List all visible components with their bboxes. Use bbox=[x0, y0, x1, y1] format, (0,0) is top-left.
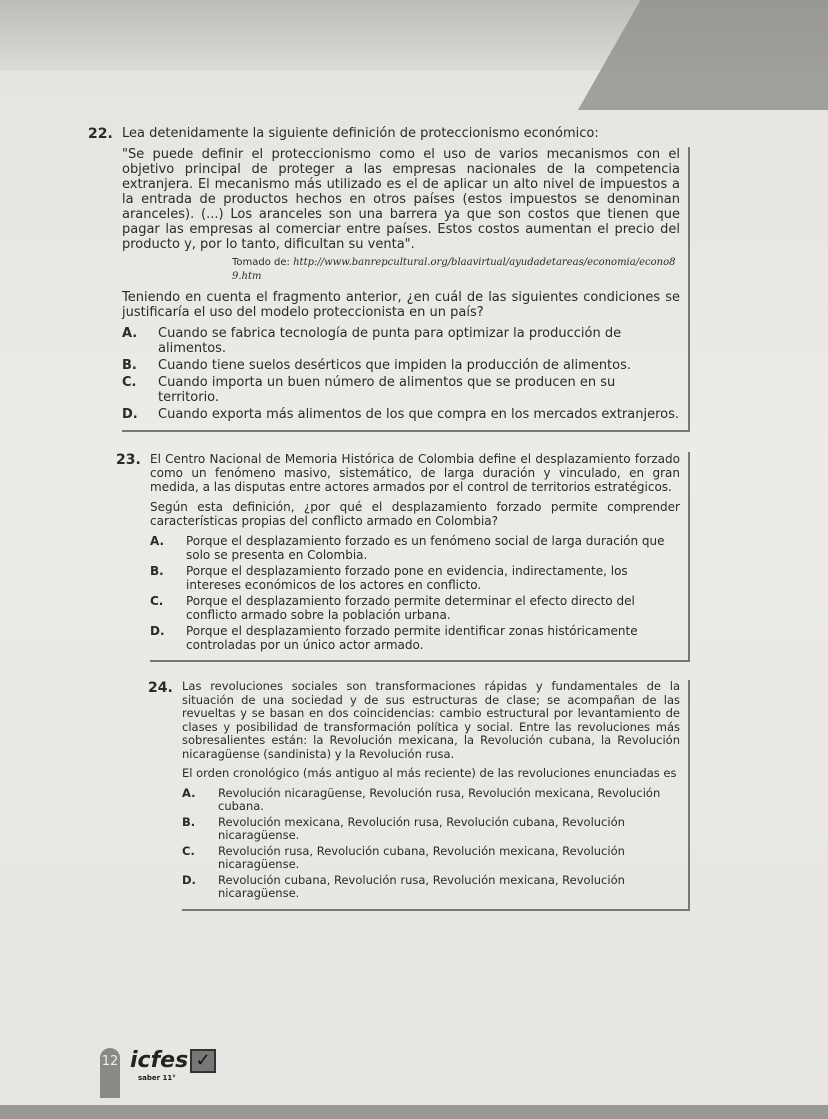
option-letter: C. bbox=[122, 375, 137, 390]
question-stem: El Centro Nacional de Memoria Histórica de Colombia define el desplazamiento forzado como un fenómeno masivo, sistemático, de larga duración y vinculado, en gran medida, a las disputas entre actores armados por el control de territorios estratégicos. bbox=[150, 452, 680, 494]
option-letter: B. bbox=[182, 814, 196, 829]
question-box bbox=[122, 147, 690, 432]
question-24 bbox=[148, 680, 690, 911]
option-letter: C. bbox=[182, 843, 195, 858]
option-c[interactable] bbox=[150, 594, 680, 622]
option-text: Revolución rusa, Revolución cubana, Revolución mexicana, Revolución nicaragüense. bbox=[218, 843, 625, 871]
option-a[interactable] bbox=[122, 326, 680, 356]
option-b[interactable] bbox=[150, 564, 680, 592]
option-b[interactable] bbox=[122, 358, 680, 373]
option-text: Cuando se fabrica tecnología de punta para optimizar la producción de alimentos. bbox=[158, 326, 622, 356]
option-text: Cuando importa un buen número de alimentos que se producen en su territorio. bbox=[158, 375, 616, 405]
question-text: Teniendo en cuenta el fragmento anterior, ¿en cuál de las siguientes condiciones se justificaría el uso del modelo proteccionista en un país? bbox=[122, 290, 680, 320]
question-box bbox=[150, 452, 690, 662]
option-d[interactable] bbox=[182, 874, 680, 901]
option-text: Cuando exporta más alimentos de los que compra en los mercados extranjeros. bbox=[158, 407, 680, 422]
logo-text: icfes bbox=[130, 1048, 189, 1073]
option-a[interactable] bbox=[150, 534, 680, 562]
option-text: Porque el desplazamiento forzado permite identificar zonas históricamente controladas por un único actor armado. bbox=[186, 624, 638, 652]
option-a[interactable] bbox=[182, 787, 680, 814]
checkmark-icon: ✓ bbox=[190, 1049, 216, 1073]
option-letter: A. bbox=[122, 326, 138, 341]
option-letter: D. bbox=[122, 407, 138, 422]
option-d[interactable] bbox=[122, 407, 680, 422]
option-letter: C. bbox=[150, 594, 164, 608]
question-number: 22. bbox=[88, 126, 113, 142]
option-c[interactable] bbox=[122, 375, 680, 405]
option-d[interactable] bbox=[150, 624, 680, 652]
page-number-tab: 12 bbox=[100, 1048, 120, 1098]
question-stem: Las revoluciones sociales son transformaciones rápidas y fundamentales de la situación de una sociedad y de sus estructuras de clase; se acompañan de las revueltas y se basan en dos coincidencias: cambio estructural por levantamiento de clases y posibilidad de transformación política y social. Entre las revoluciones más sobresalientes están: la Revolución mexicana, la Revolución cubana, la Revolución nicaragüense (sandinista) y la Revolución rusa. bbox=[182, 679, 680, 761]
question-text: Según esta definición, ¿por qué el desplazamiento forzado permite comprender características propias del conflicto armado en Colombia? bbox=[150, 500, 680, 528]
option-letter: A. bbox=[150, 534, 165, 548]
option-text: Revolución cubana, Revolución rusa, Revolución mexicana, Revolución nicaragüense. bbox=[218, 872, 625, 900]
option-letter: D. bbox=[150, 624, 165, 638]
option-letter: B. bbox=[150, 564, 164, 578]
question-number: 24. bbox=[148, 680, 173, 696]
logo-subtitle: saber 11° bbox=[138, 1074, 176, 1082]
option-text: Revolución nicaragüense, Revolución rusa, Revolución mexicana, Revolución cubana. bbox=[218, 785, 661, 813]
question-23 bbox=[116, 452, 690, 662]
icfes-logo bbox=[130, 1048, 216, 1083]
option-text: Cuando tiene suelos desérticos que impiden la producción de alimentos. bbox=[158, 358, 632, 373]
option-text: Porque el desplazamiento forzado permite determinar el efecto directo del conflicto armado sobre la población urbana. bbox=[186, 594, 635, 622]
option-text: Porque el desplazamiento forzado pone en evidencia, indirectamente, los intereses económicos de los actores en conflicto. bbox=[186, 564, 628, 592]
bottom-edge bbox=[0, 1105, 828, 1119]
page-content bbox=[0, 126, 828, 911]
quote-text: "Se puede definir el proteccionismo como el uso de varios mecanismos con el objetivo principal de proteger a las empresas nacionales de la competencia extranjera. El mecanismo más utilizado es el de aplicar un alto nivel de impuestos a la entrada de productos hechos en otros países (estos impuestos se denominan aranceles). (...) Los aranceles son una barrera ya que son costos que tienen que pagar las empresas al comerciar entre países. Estos costos aumentan el precio del producto y, por lo tanto, dificultan su venta". bbox=[122, 147, 680, 252]
page-footer bbox=[100, 1048, 216, 1098]
source-url: http://www.banrepcultural.org/blaavirtual/ayudadetareas/economia/econo89.htm bbox=[232, 257, 676, 282]
question-text: El orden cronológico (más antiguo al más reciente) de las revoluciones enunciadas es bbox=[182, 766, 677, 780]
option-letter: B. bbox=[122, 358, 137, 373]
option-text: Revolución mexicana, Revolución rusa, Revolución cubana, Revolución nicaragüense. bbox=[218, 814, 625, 842]
question-box bbox=[182, 680, 690, 911]
question-22 bbox=[88, 126, 690, 432]
question-stem: Lea detenidamente la siguiente definición de proteccionismo económico: bbox=[122, 126, 599, 141]
question-number: 23. bbox=[116, 452, 141, 468]
option-b[interactable] bbox=[182, 816, 680, 843]
option-letter: D. bbox=[182, 872, 196, 887]
source-citation bbox=[122, 256, 680, 284]
option-c[interactable] bbox=[182, 845, 680, 872]
source-label: Tomado de: bbox=[232, 257, 290, 268]
option-text: Porque el desplazamiento forzado es un fenómeno social de larga duración que solo se presenta en Colombia. bbox=[186, 534, 665, 562]
option-letter: A. bbox=[182, 785, 196, 800]
